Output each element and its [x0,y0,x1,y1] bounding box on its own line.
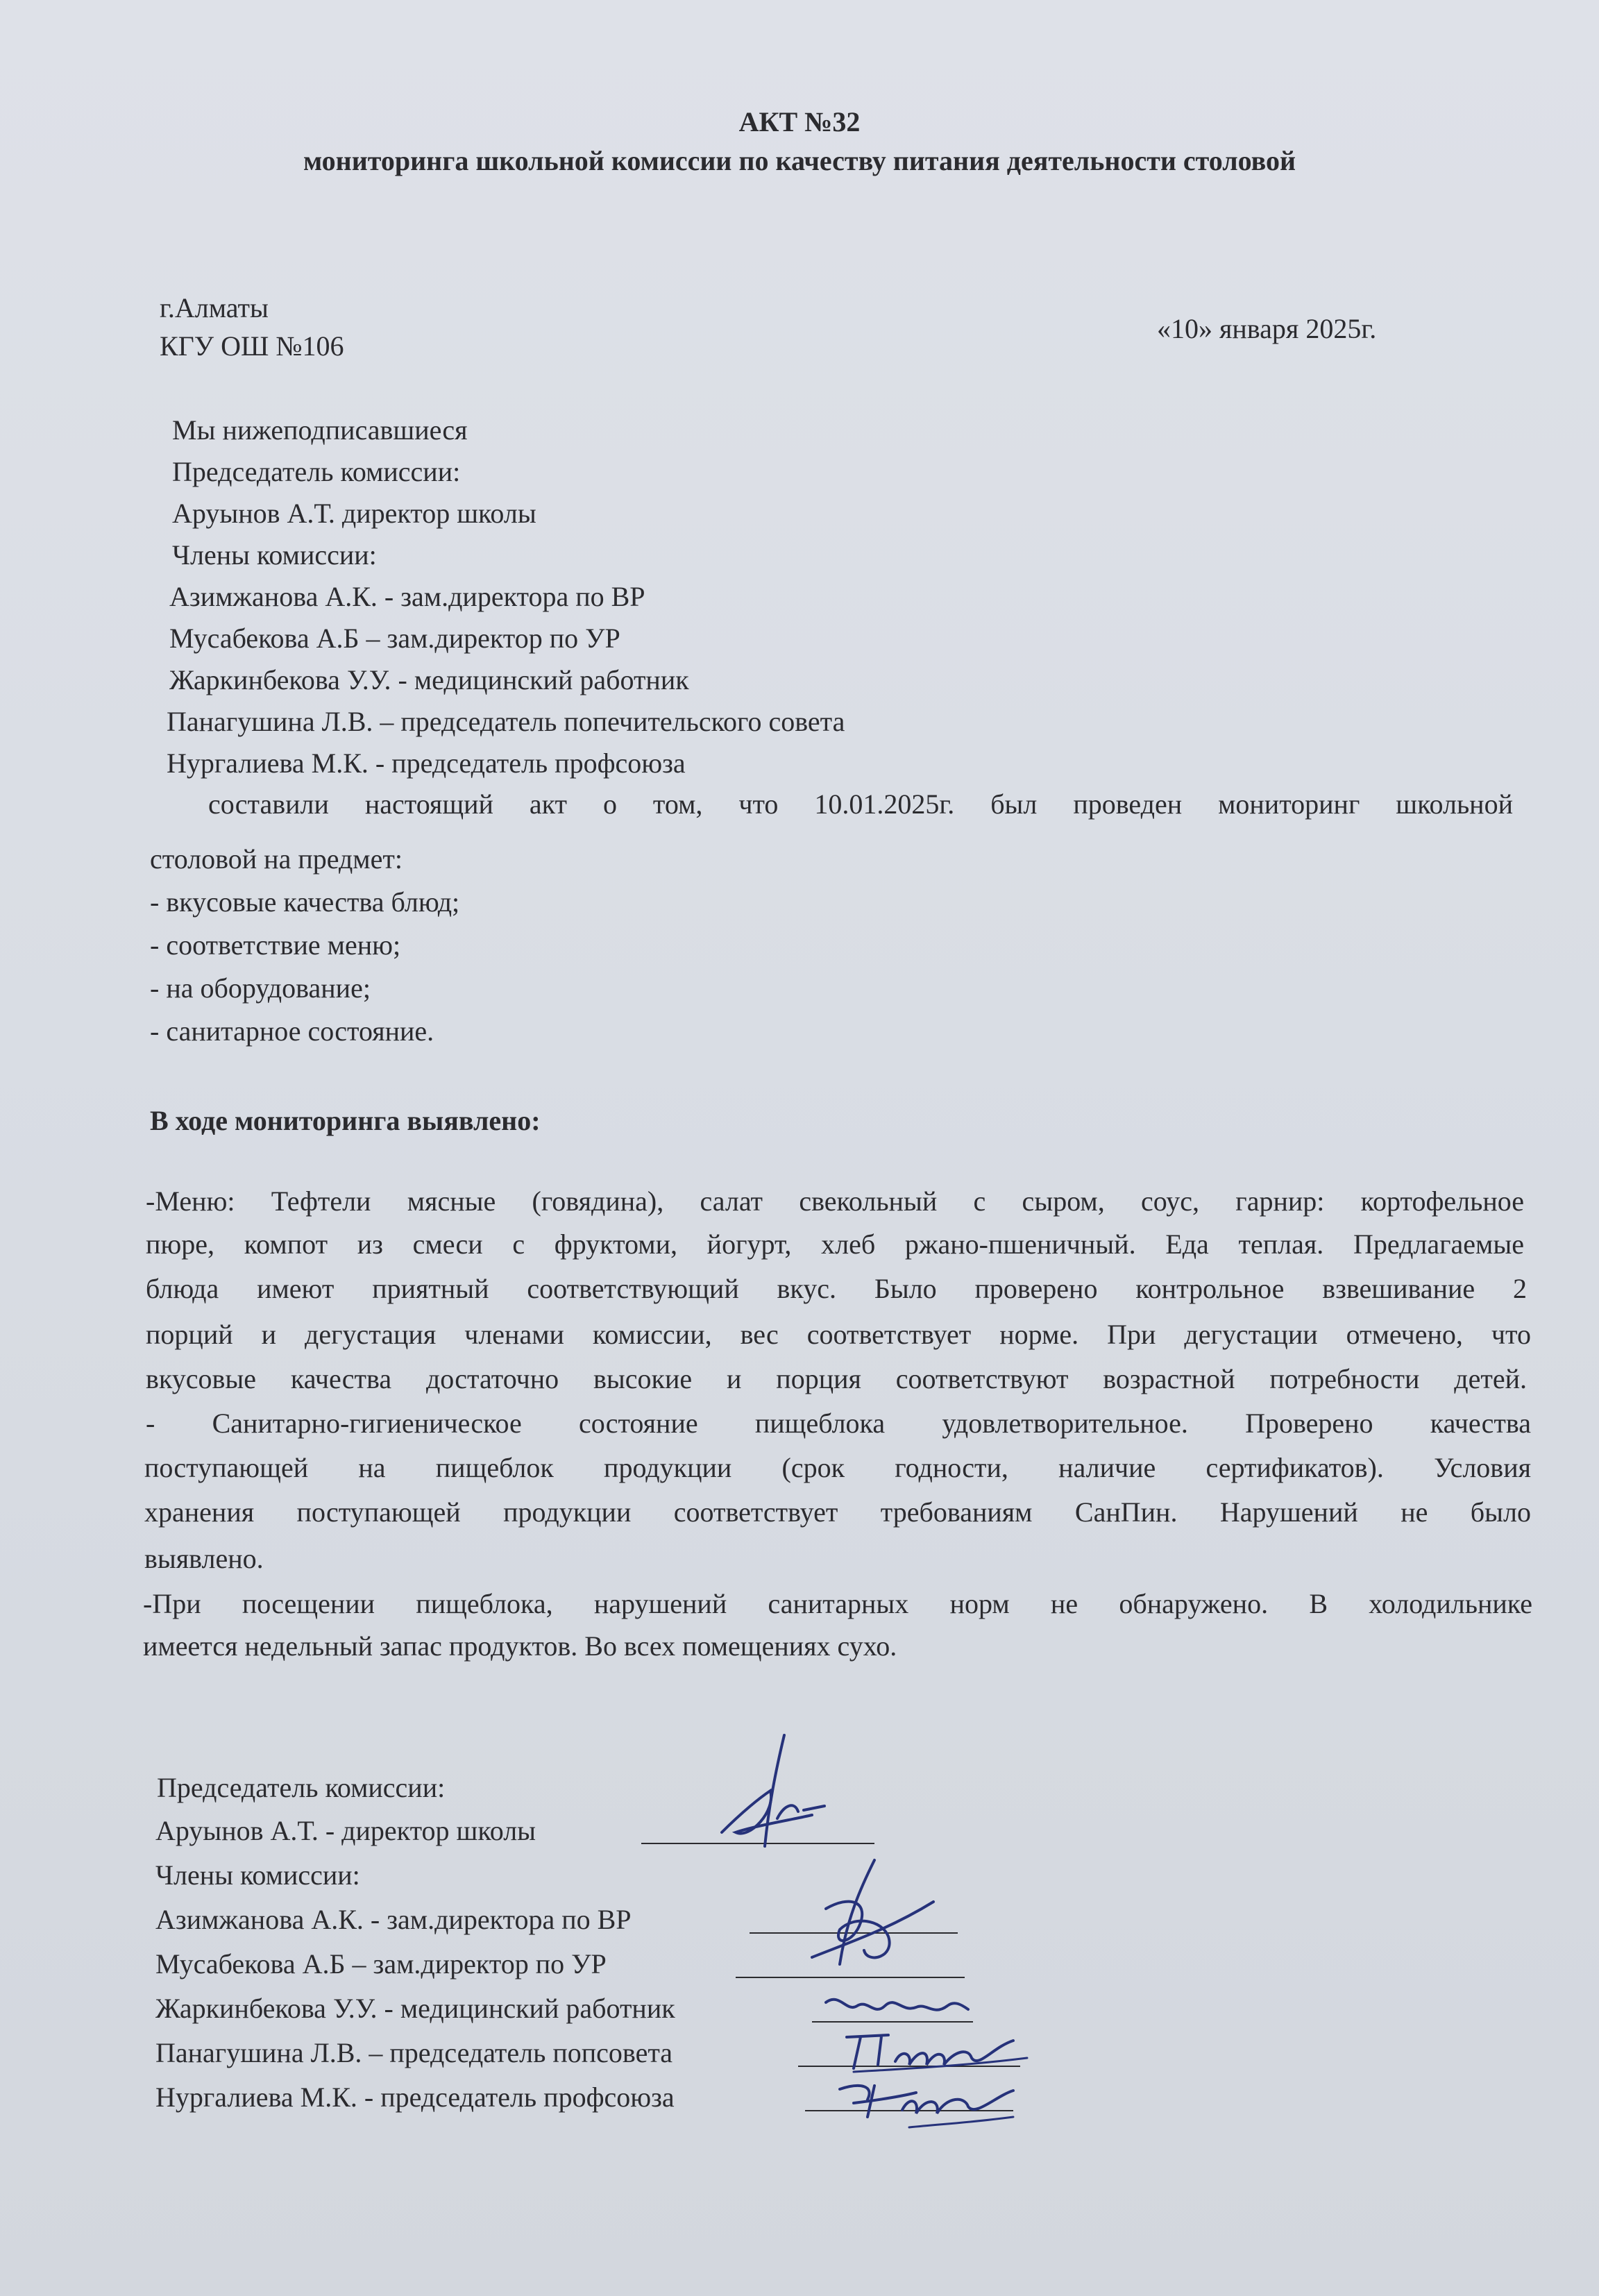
signature-chair [694,1728,861,1860]
sig-member-3: Жаркинбекова У.У. - медицинский работник [155,1993,675,2024]
signature-member-4 [833,2027,1034,2082]
signature-member-1-2 [784,1853,951,1978]
findings-heading: В ходе мониторинга выявлено: [150,1105,541,1136]
menu-line-5: вкусовые качества достаточно высокие и порция соответствуют возрастной потребности детей. [146,1363,1527,1394]
subject-2: - соответствие меню; [150,929,401,961]
chair-name: Аруынов А.Т. директор школы [172,498,536,529]
subject-1: - вкусовые качества блюд; [150,886,460,918]
intro-text: Мы нижеподписавшиеся [172,414,468,446]
sanitary-line-1: - Санитарно-гигиеническое состояние пищеблока удовлетворительное. Проверено качества [146,1408,1531,1439]
menu-line-1: -Меню: Тефтели мясные (говядина), салат свекольный с сыром, соус, гарнир: кортофельное [146,1185,1524,1217]
sig-member-1: Азимжанова А.К. - зам.директора по ВР [155,1904,632,1935]
act-title: АКТ №32 [738,106,861,137]
menu-line-3: блюда имеют приятный соответствующий вкус. Было проверено контрольное взвешивание 2 [146,1273,1527,1304]
sig-member-2: Мусабекова А.Б – зам.директор по УР [155,1948,607,1980]
member-3: Жаркинбекова У.У. - медицинский работник [169,664,689,695]
chair-label: Председатель комиссии: [172,456,461,487]
members-label: Члены комиссии: [172,539,377,571]
sig-members-label: Члены комиссии: [155,1859,360,1891]
menu-line-4: порций и дегустация членами комиссии, вес соответствует норме. При дегустации отмечено, что [146,1319,1531,1350]
sig-member-5: Нургалиева М.К. - председатель профсоюза [155,2082,675,2113]
visit-line-1: -При посещении пищеблока, нарушений санитарных норм не обнаружено. В холодильнике [143,1588,1532,1619]
school-name: КГУ ОШ №106 [160,330,344,362]
member-5: Нургалиева М.К. - председатель профсоюза [167,748,686,779]
sanitary-line-4: выявлено. [144,1543,264,1574]
visit-line-2: имеется недельный запас продуктов. Во всех помещениях сухо. [143,1630,897,1662]
member-2: Мусабекова А.Б – зам.директор по УР [169,623,620,654]
signature-member-5 [826,2075,1027,2138]
act-date: «10» января 2025г. [1157,313,1377,344]
sig-chair-label: Председатель комиссии: [157,1772,446,1803]
menu-line-2: пюре, компот из смеси с фруктоми, йогурт, хлеб ржано-пшеничный. Еда теплая. Предлагаемые [146,1229,1524,1260]
statement-line-2: столовой на предмет: [150,843,403,875]
member-4: Панагушина Л.В. – председатель попечительского совета [167,706,845,737]
act-subtitle: мониторинга школьной комиссии по качеству питания деятельности столовой [303,145,1296,176]
city: г.Алматы [160,292,269,323]
sig-chair-name: Аруынов А.Т. - директор школы [155,1815,536,1846]
sanitary-line-2: поступающей на пищеблок продукции (срок годности, наличие сертификатов). Условия [144,1452,1531,1483]
subject-3: - на оборудование; [150,972,371,1004]
subject-4: - санитарное состояние. [150,1015,434,1047]
sig-member-4: Панагушина Л.В. – председатель попсовета [155,2037,673,2068]
member-1: Азимжанова А.К. - зам.директора по ВР [169,581,645,612]
statement-line-1: составили настоящий акт о том, что 10.01.2025г. был проведен мониторинг школьной [208,788,1513,820]
sanitary-line-3: хранения поступающей продукции соответствует требованиям СанПин. Нарушений не было [144,1496,1531,1528]
